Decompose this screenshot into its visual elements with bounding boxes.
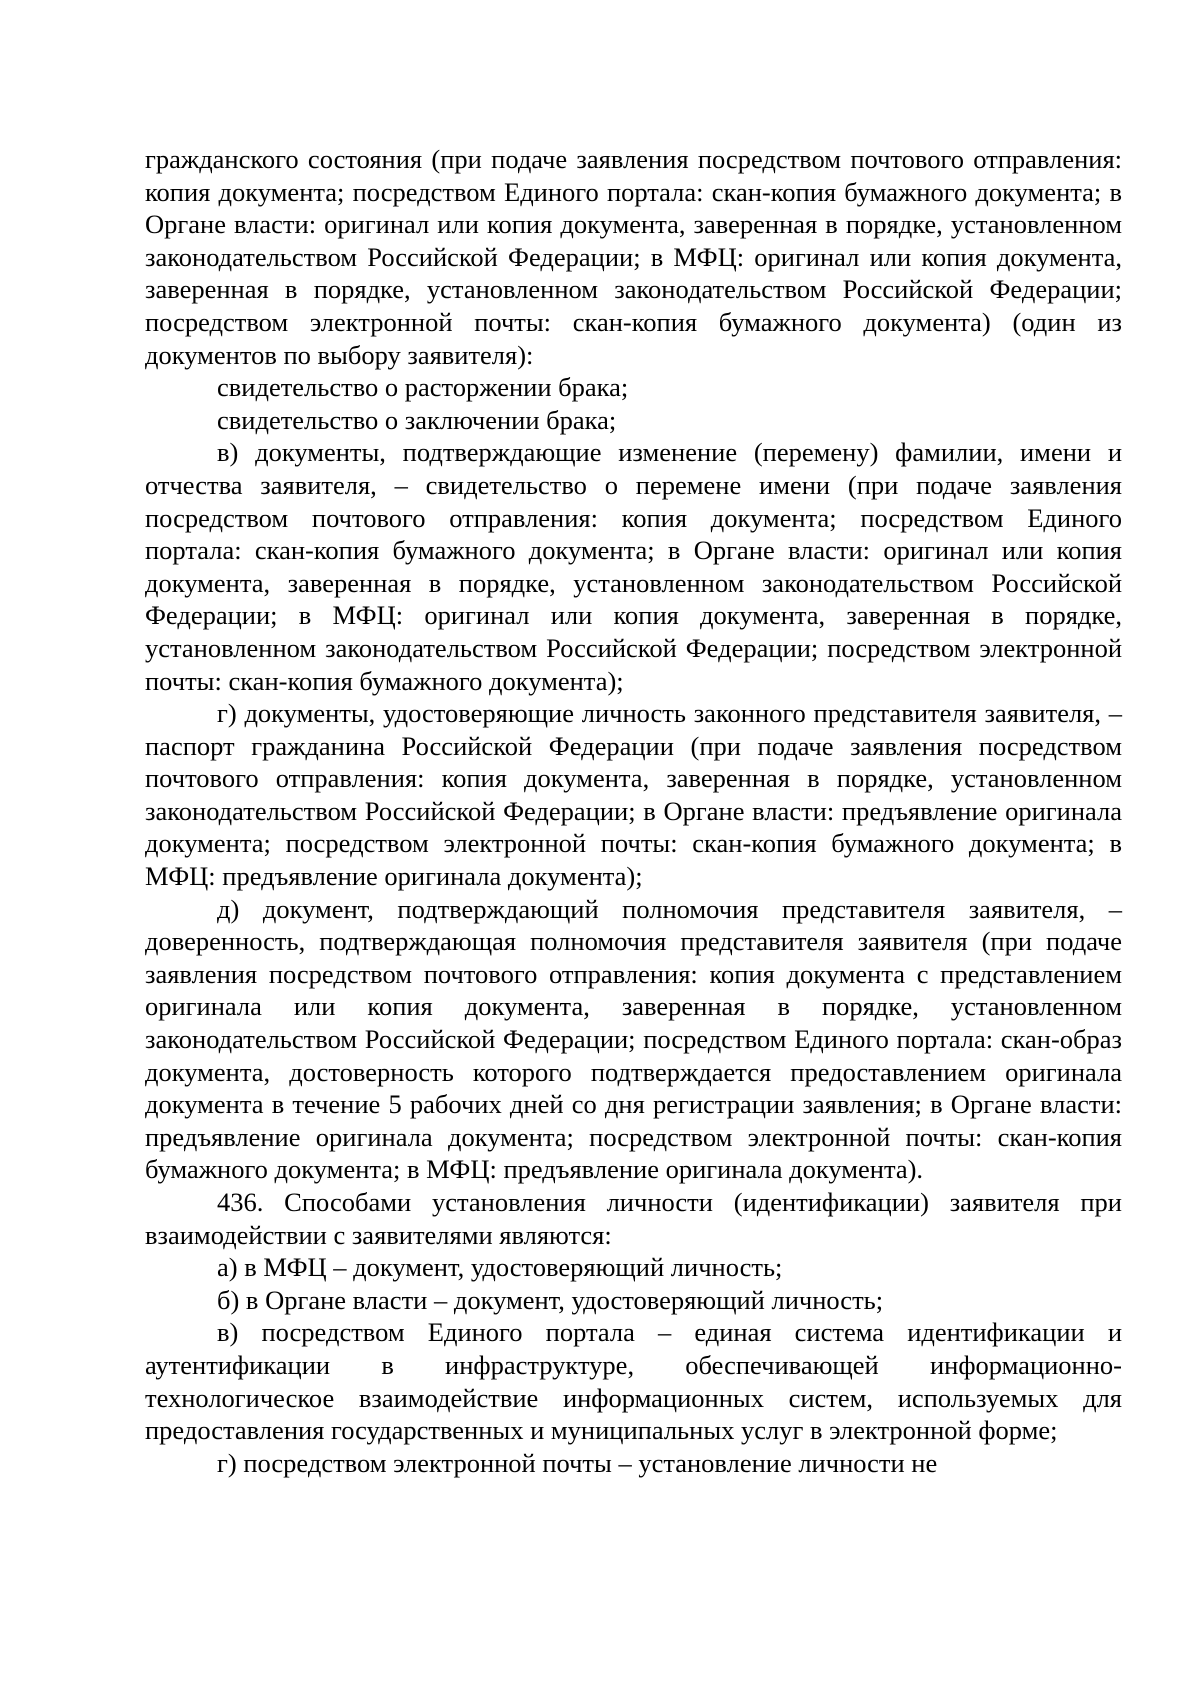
paragraph-divorce-certificate: свидетельство о расторжении брака; bbox=[217, 372, 629, 403]
paragraph-item-a-mfc: а) в МФЦ – документ, удостоверяющий личность; bbox=[217, 1252, 783, 1283]
document-page bbox=[145, 143, 1122, 1479]
paragraph-item-b-authority: б) в Органе власти – документ, удостоверяющий личность; bbox=[217, 1284, 884, 1315]
paragraph-436-identification-methods: 436. Способами установления личности (идентификации) заявителя при взаимодействии с заявителями являются: bbox=[145, 1187, 1122, 1250]
paragraph-item-g-email: г) посредством электронной почты – установление личности не bbox=[217, 1447, 938, 1478]
paragraph-item-d-power-of-attorney: д) документ, подтверждающий полномочия представителя заявителя, – доверенность, подтверждающая полномочия представителя заявителя (при подаче заявления посредством почтового отправления: копия документа с представлением оригинала или копия документа, заверенная в порядке, установленном законодательством Российской Федерации; посредством Единого портала: скан-образ документа, достоверность которого подтверждается предоставлением оригинала документа в течение 5 рабочих дней со дня регистрации заявления; в Органе власти: предъявление оригинала документа; посредством электронной почты: скан-копия бумажного документа; в МФЦ: предъявление оригинала документа). bbox=[145, 893, 1122, 1185]
paragraph-item-v-name-change: в) документы, подтверждающие изменение (перемену) фамилии, имени и отчества заявителя, – свидетельство о перемене имени (при подаче заявления посредством почтового отправления: копия документа; посредством Единого портала: скан-копия бумажного документа; в Органе власти: оригинал или копия документа, заверенная в порядке, установленном законодательством Российской Федерации; в МФЦ: оригинал или копия документа, заверенная в порядке, установленном законодательством Российской Федерации; посредством электронной почты: скан-копия бумажного документа); bbox=[145, 437, 1122, 696]
paragraph-marriage-certificate: свидетельство о заключении брака; bbox=[217, 404, 617, 435]
paragraph-item-v-unified-portal: в) посредством Единого портала – единая система идентификации и аутентификации в инфраструктуре, обеспечивающей информационно-технологическое взаимодействие информационных систем, используемых для предоставления государственных и муниципальных услуг в электронной форме; bbox=[145, 1317, 1122, 1446]
paragraph-civil-status-documents: гражданского состояния (при подаче заявления посредством почтового отправления: копия документа; посредством Единого портала: скан-копия бумажного документа; в Органе власти: оригинал или копия документа, заверенная в порядке, установленном законодательством Российской Федерации; в МФЦ: оригинал или копия документа, заверенная в порядке, установленном законодательством Российской Федерации; посредством электронной почты: скан-копия бумажного документа) (один из документов по выбору заявителя): bbox=[145, 144, 1122, 370]
paragraph-item-g-representative-identity: г) документы, удостоверяющие личность законного представителя заявителя, – паспорт гражданина Российской Федерации (при подаче заявления посредством почтового отправления: копия документа, заверенная в порядке, установленном законодательством Российской Федерации; в Органе власти: предъявление оригинала документа; посредством электронной почты: скан-копия бумажного документа; в МФЦ: предъявление оригинала документа); bbox=[145, 698, 1122, 892]
